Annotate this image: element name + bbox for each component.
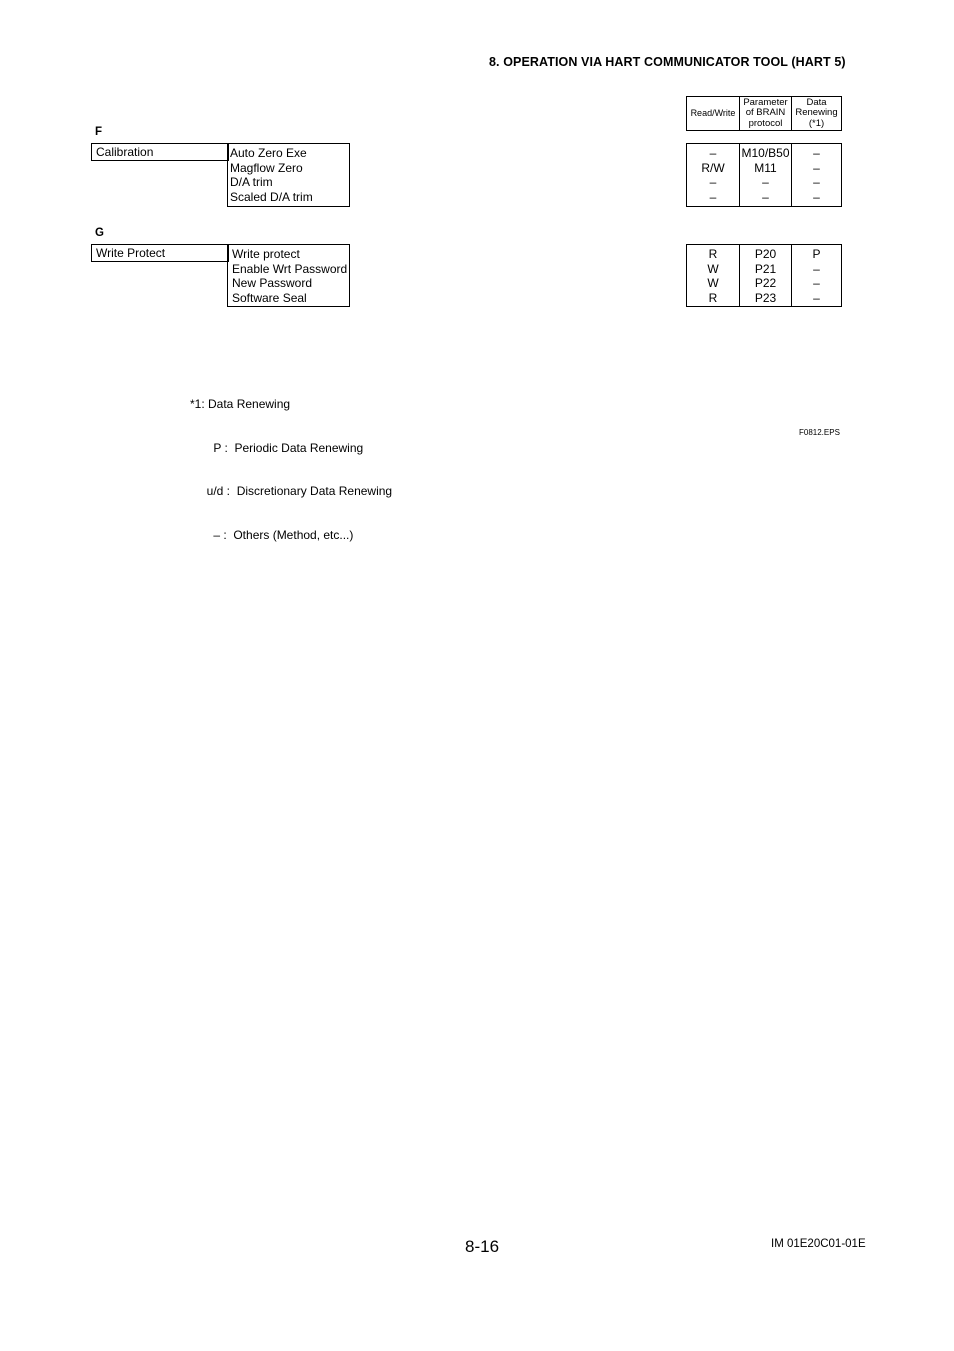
data-renewing-column-header: Data Renewing (*1) bbox=[791, 97, 841, 130]
read-write-column-header: Read/Write bbox=[690, 108, 736, 119]
write-protect-submenu bbox=[227, 244, 350, 307]
table-cell: R bbox=[708, 247, 718, 261]
section-label-g: G bbox=[95, 227, 104, 239]
section-label-f: F bbox=[95, 126, 103, 138]
calibration-submenu bbox=[227, 143, 350, 207]
menu-calibration[interactable]: Calibration bbox=[91, 143, 229, 161]
table-cell: – bbox=[709, 146, 717, 160]
submenu-item-auto-zero-exe[interactable]: Auto Zero Exe bbox=[230, 146, 307, 160]
table-column-header bbox=[686, 96, 842, 131]
table-cell: – bbox=[813, 146, 820, 160]
table-cell: – bbox=[813, 261, 820, 276]
submenu-item-da-trim[interactable]: D/A trim bbox=[230, 175, 273, 190]
calibration-parameter-table bbox=[686, 143, 842, 207]
table-cell: P23 bbox=[754, 290, 777, 305]
footnote-line: u/d : Discretionary Data Renewing bbox=[190, 484, 393, 498]
document-id: IM 01E20C01-01E bbox=[771, 1238, 866, 1250]
footnote-line: P : Periodic Data Renewing bbox=[190, 440, 364, 455]
table-cell: – bbox=[762, 189, 769, 204]
brain-parameter-column bbox=[739, 245, 791, 306]
page-number: 8-16 bbox=[465, 1237, 500, 1256]
footnote bbox=[190, 368, 392, 557]
table-cell: W bbox=[707, 261, 719, 276]
table-cell: – bbox=[813, 276, 820, 291]
table-cell: M11 bbox=[754, 160, 777, 175]
table-cell: – bbox=[762, 175, 769, 190]
data-renewing-column bbox=[791, 245, 841, 306]
submenu-item-new-password[interactable]: New Password bbox=[232, 276, 313, 291]
table-cell: P22 bbox=[754, 276, 777, 291]
data-renewing-column bbox=[791, 144, 841, 206]
table-cell: W bbox=[707, 276, 719, 291]
footnote-line: – : Others (Method, etc...) bbox=[190, 527, 354, 542]
table-cell: P bbox=[812, 247, 821, 261]
submenu-item-write-protect[interactable]: Write protect bbox=[232, 247, 300, 261]
table-cell: R/W bbox=[701, 160, 725, 175]
table-cell: – bbox=[709, 189, 717, 204]
table-cell: – bbox=[709, 175, 717, 190]
submenu-item-enable-wrt-password[interactable]: Enable Wrt Password bbox=[232, 261, 348, 276]
table-cell: – bbox=[813, 290, 820, 305]
table-cell: – bbox=[813, 175, 820, 190]
submenu-item-magflow-zero[interactable]: Magflow Zero bbox=[230, 160, 303, 175]
table-cell: M10/B50 bbox=[741, 146, 790, 160]
table-cell: P20 bbox=[754, 247, 777, 261]
table-cell: R bbox=[708, 290, 718, 305]
brain-parameter-column bbox=[739, 144, 791, 206]
table-cell: – bbox=[813, 189, 820, 204]
read-write-column bbox=[687, 245, 739, 306]
menu-write-protect[interactable]: Write Protect bbox=[91, 244, 229, 262]
write-protect-parameter-table bbox=[686, 244, 842, 307]
table-cell: P21 bbox=[754, 261, 777, 276]
page-header: 8. OPERATION VIA HART COMMUNICATOR TOOL (HART 5) bbox=[489, 55, 846, 69]
figure-id: F0812.EPS bbox=[799, 428, 840, 437]
submenu-item-software-seal[interactable]: Software Seal bbox=[232, 290, 307, 305]
footnote-title: *1: Data Renewing bbox=[190, 397, 291, 411]
submenu-item-scaled-da-trim[interactable]: Scaled D/A trim bbox=[230, 189, 313, 204]
read-write-column bbox=[687, 144, 739, 206]
table-cell: – bbox=[813, 160, 820, 175]
brain-parameter-column-header: Parameter of BRAIN protocol bbox=[739, 97, 791, 130]
